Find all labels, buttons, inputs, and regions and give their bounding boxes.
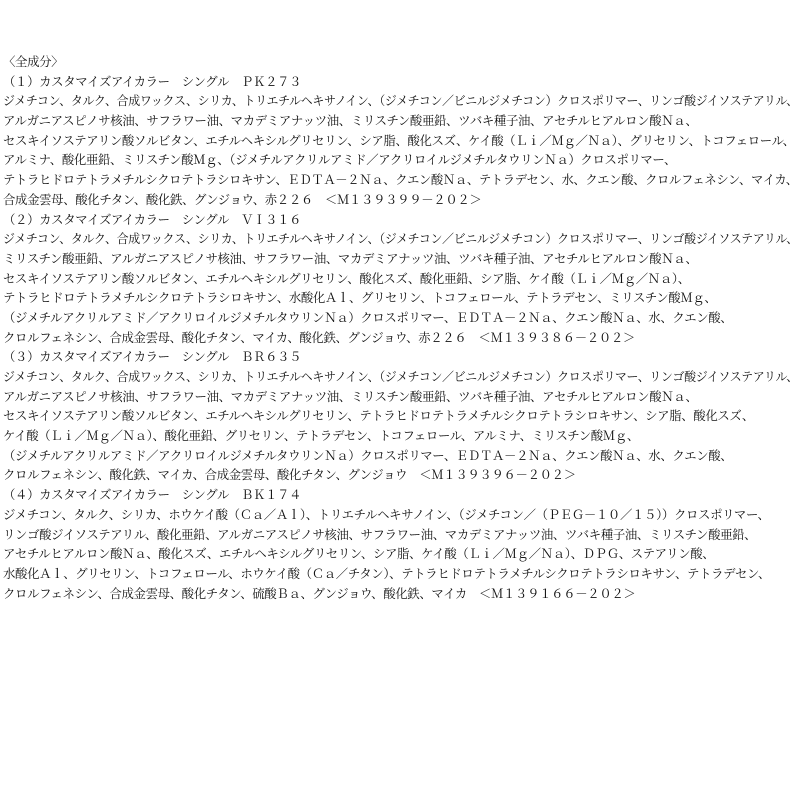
- ingredient-line: アルミナ、酸化亜鉛、ミリスチン酸Ｍｇ、（ジメチルアクリルアミド／アクリロイルジメチルタウリンＮａ）クロスポリマー、: [3, 152, 676, 168]
- ingredients-document: [3, 52, 798, 603]
- section-heading: 〈全成分〉: [3, 54, 64, 69]
- ingredient-line: 水酸化Ａｌ、グリセリン、トコフェロール、ホウケイ酸（Ｃａ／チタン）、テトラヒドロテトラメチルシクロテトラシロキサン、テトラデセン、: [3, 565, 771, 581]
- product-title-br635: （３）カスタマイズアイカラー シングル ＢＲ６３５: [3, 349, 302, 365]
- ingredient-line: テトラヒドロテトラメチルシクロテトラシロキサン、ＥＤＴＡ－２Ｎａ、クエン酸Ｎａ、テトラデセン、水、クエン酸、クロルフェネシン、マイカ、: [3, 172, 798, 188]
- ingredient-line: アルガニアスピノサ核油、サフラワー油、マカデミアナッツ油、ミリスチン酸亜鉛、ツバキ種子油、アセチルヒアルロン酸Ｎａ、: [3, 388, 698, 404]
- ingredient-line: アセチルヒアルロン酸Ｎａ、酸化スズ、エチルヘキシルグリセリン、シア脂、ケイ酸（Ｌｉ／Ｍｇ／Ｎａ）、ＤＰＧ、ステアリン酸、: [3, 546, 715, 562]
- product-title-pk273: （１）カスタマイズアイカラー シングル ＰＫ２７３: [3, 73, 302, 89]
- ingredient-line: ジメチコン、タルク、合成ワックス、シリカ、トリエチルヘキサノイン、（ジメチコン／ビニルジメチコン）クロスポリマー、リンゴ酸ジイソステアリル、: [3, 369, 798, 384]
- ingredient-line: 合成金雲母、酸化チタン、酸化鉄、グンジョウ、赤２２６ ＜Ｍ１３９３９９－２０２＞: [3, 191, 482, 207]
- ingredient-line: ジメチコン、タルク、合成ワックス、シリカ、トリエチルヘキサノイン、（ジメチコン／ビニルジメチコン）クロスポリマー、リンゴ酸ジイソステアリル、: [3, 93, 798, 109]
- ingredient-line: セスキイソステアリン酸ソルビタン、エチルヘキシルグリセリン、テトラヒドロテトラメチルシクロテトラシロキサン、シア脂、酸化スズ、: [3, 408, 754, 424]
- ingredient-line: クロルフェネシン、合成金雲母、酸化チタン、マイカ、酸化鉄、グンジョウ、赤２２６ ＜Ｍ１３９３８６－２０２＞: [3, 329, 635, 345]
- product-title-vi316: （２）カスタマイズアイカラー シングル ＶＩ３１６: [3, 211, 302, 227]
- ingredient-line: リンゴ酸ジイソステアリル、酸化亜鉛、アルガニアスピノサ核油、サフラワー油、マカデミアナッツ油、ツバキ種子油、ミリスチン酸亜鉛、: [3, 526, 757, 542]
- product-title-bk174: （４）カスタマイズアイカラー シングル ＢＫ１７４: [3, 487, 302, 503]
- ingredient-line: アルガニアスピノサ核油、サフラワー油、マカデミアナッツ油、ミリスチン酸亜鉛、ツバキ種子油、アセチルヒアルロン酸Ｎａ、: [3, 113, 698, 129]
- ingredient-line: （ジメチルアクリルアミド／アクリロイルジメチルタウリンＮａ）クロスポリマー、ＥＤＴＡ－２Ｎａ、クエン酸Ｎａ、水、クエン酸、: [3, 309, 733, 325]
- ingredient-line: セスキイソステアリン酸ソルビタン、エチルヘキシルグリセリン、酸化スズ、酸化亜鉛、シア脂、ケイ酸（Ｌｉ／Ｍｇ／Ｎａ）、: [3, 270, 690, 286]
- ingredient-line: クロルフェネシン、酸化鉄、マイカ、合成金雲母、酸化チタン、グンジョウ ＜Ｍ１３９３９６－２０２＞: [3, 467, 576, 483]
- ingredient-line: テトラヒドロテトラメチルシクロテトラシロキサン、水酸化Ａｌ、グリセリン、トコフェロール、テトラデセン、ミリスチン酸Ｍｇ、: [3, 290, 717, 306]
- ingredient-line: ジメチコン、タルク、シリカ、ホウケイ酸（Ｃａ／Ａｌ）、トリエチルヘキサノイン、（ジメチコン／（ＰＥＧ－１０／１５））クロスポリマー、: [3, 506, 770, 522]
- ingredient-line: ミリスチン酸亜鉛、アルガニアスピノサ核油、サフラワー油、マカデミアナッツ油、ツバキ種子油、アセチルヒアルロン酸Ｎａ、: [3, 250, 698, 266]
- ingredient-line: クロルフェネシン、合成金雲母、酸化チタン、硫酸Ｂａ、グンジョウ、酸化鉄、マイカ ＜Ｍ１３９１６６－２０２＞: [3, 585, 636, 601]
- ingredient-line: ケイ酸（Ｌｉ／Ｍｇ／Ｎａ）、酸化亜鉛、グリセリン、テトラデセン、トコフェロール、アルミナ、ミリスチン酸Ｍｇ、: [3, 428, 639, 444]
- ingredient-line: ジメチコン、タルク、合成ワックス、シリカ、トリエチルヘキサノイン、（ジメチコン／ビニルジメチコン）クロスポリマー、リンゴ酸ジイソステアリル、: [3, 231, 798, 247]
- ingredient-line: （ジメチルアクリルアミド／アクリロイルジメチルタウリンＮａ）クロスポリマー、ＥＤＴＡ－２Ｎａ、クエン酸Ｎａ、水、クエン酸、: [3, 447, 733, 463]
- ingredient-line: セスキイソステアリン酸ソルビタン、エチルヘキシルグリセリン、シア脂、酸化スズ、ケイ酸（Ｌｉ／Ｍｇ／Ｎａ）、グリセリン、トコフェロール、: [3, 132, 795, 148]
